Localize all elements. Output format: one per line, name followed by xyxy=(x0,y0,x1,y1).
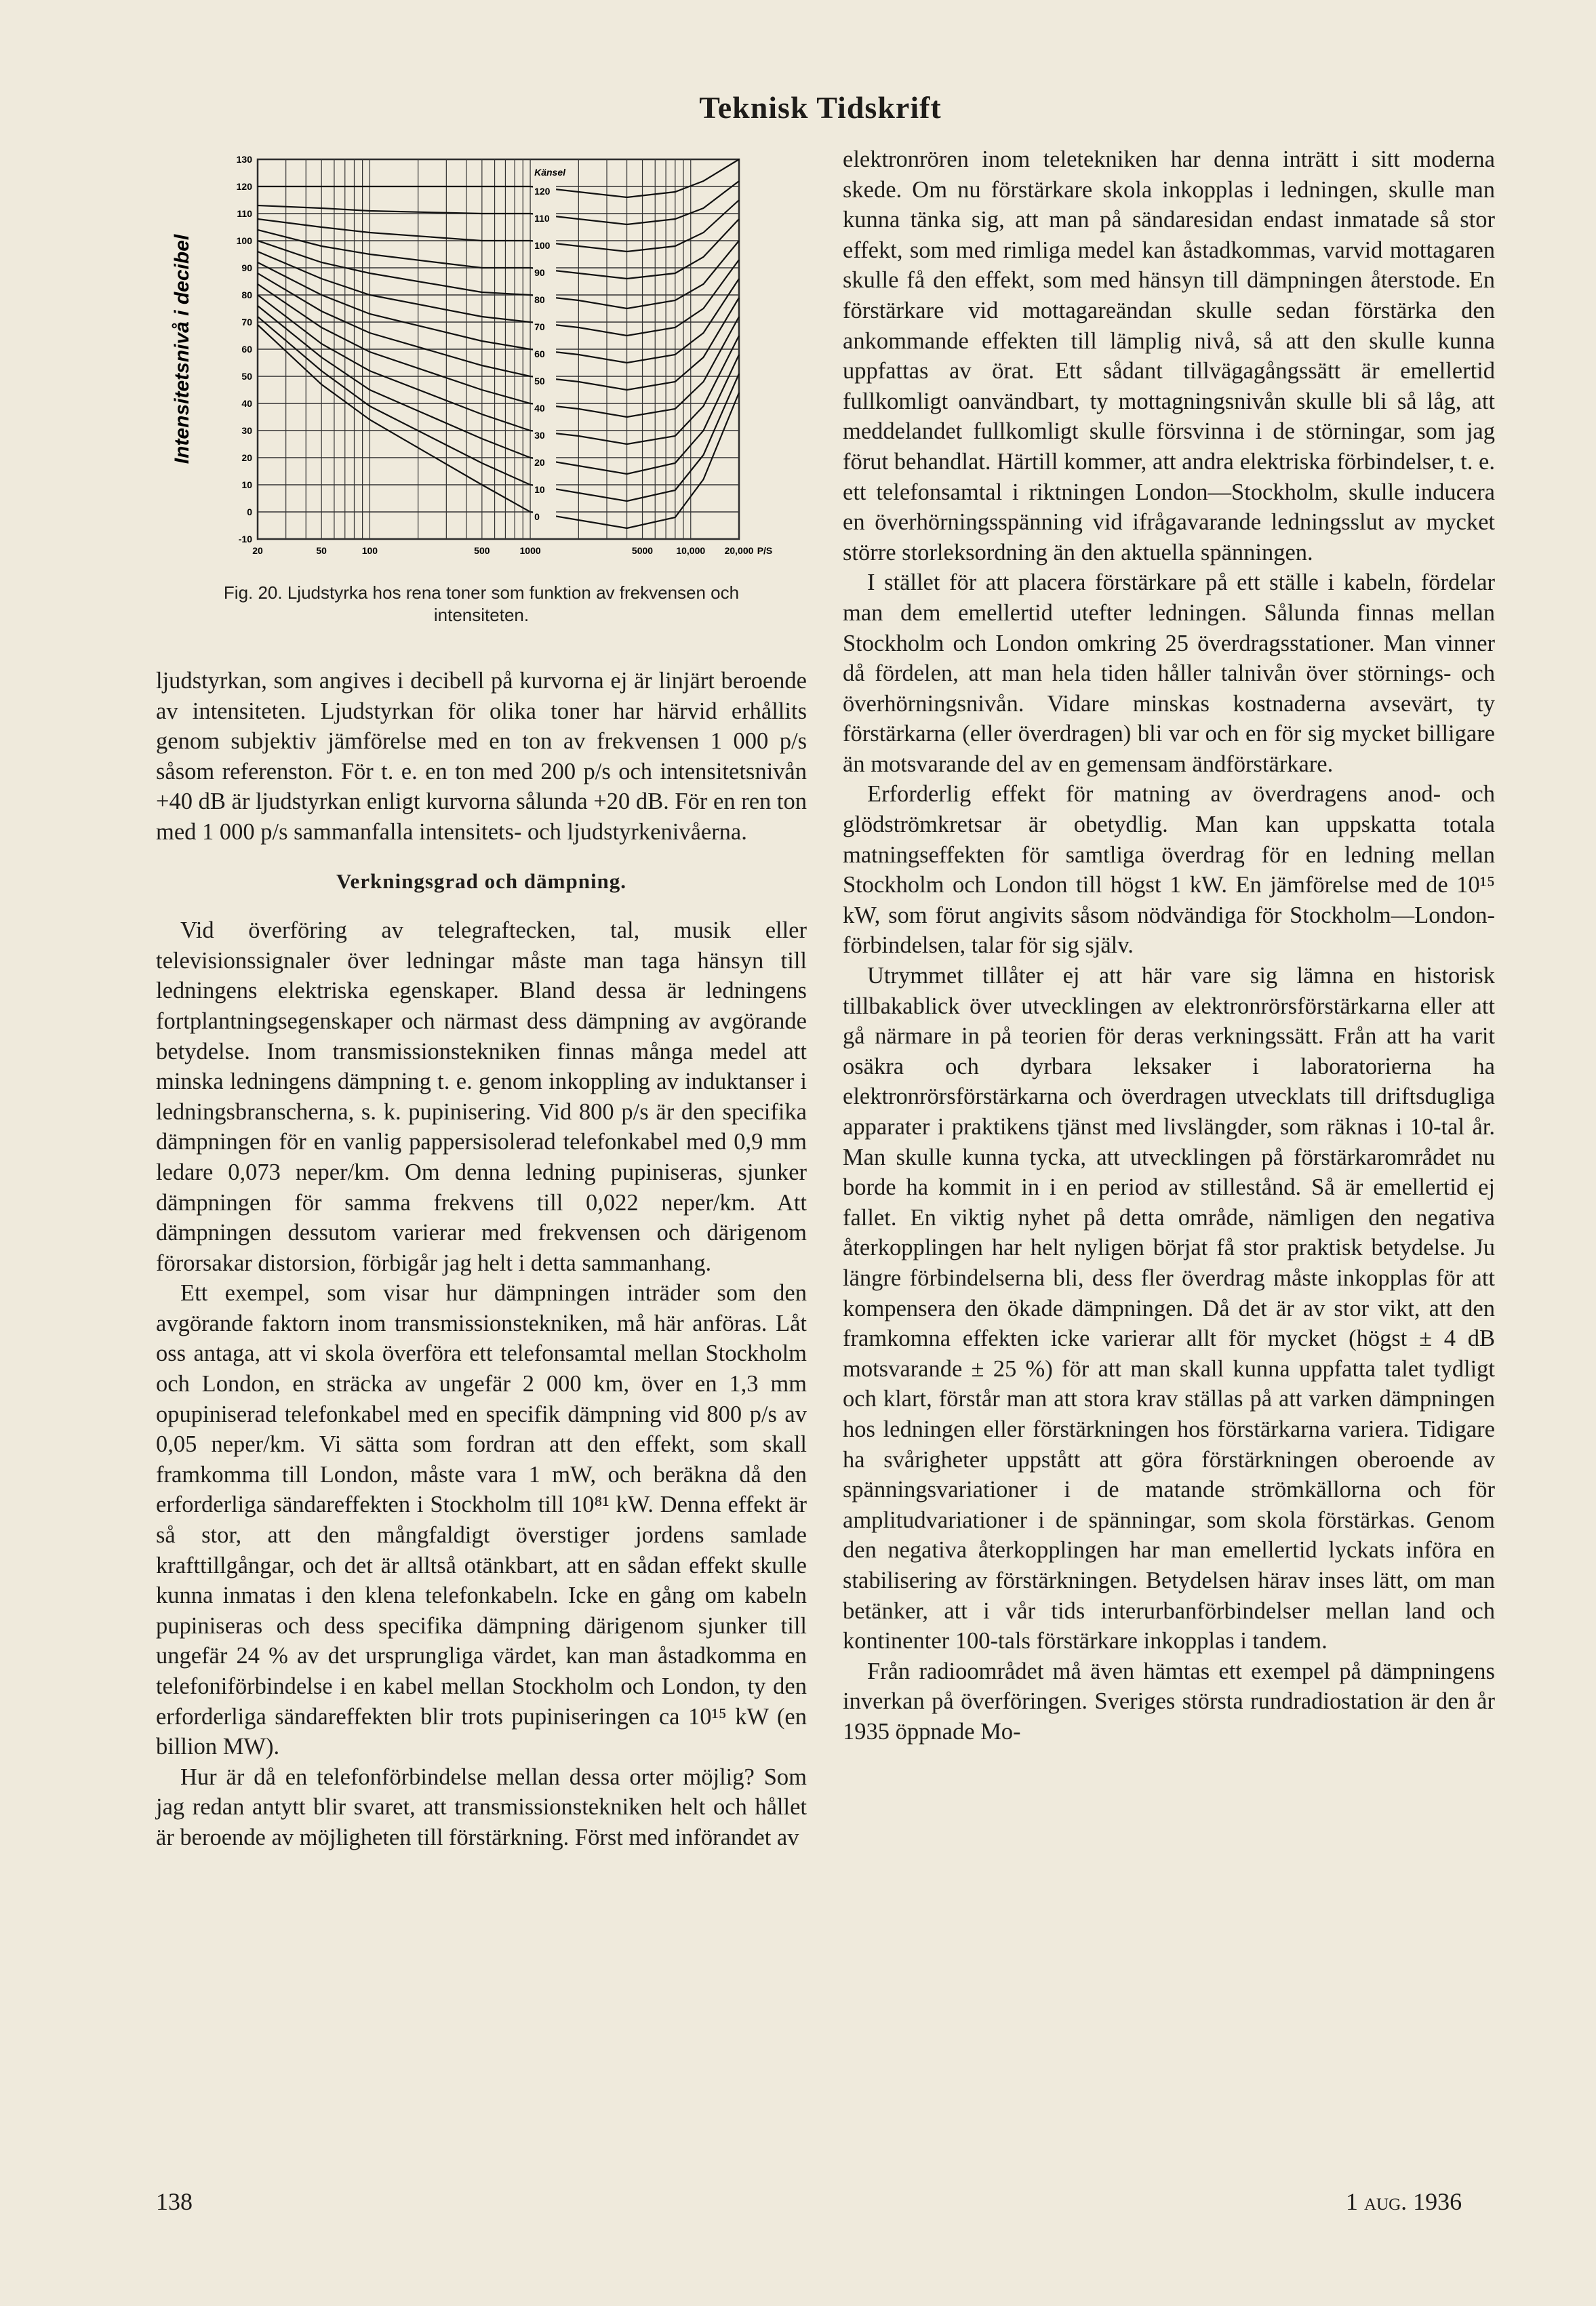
curve-label: 120 xyxy=(534,186,551,197)
loudness-curve-120 xyxy=(258,159,739,197)
loudness-chart xyxy=(156,146,807,580)
figure-caption: Fig. 20. Ljudstyrka hos rena toner som funktion av frekvensen och intensiteten. xyxy=(223,582,740,625)
y-tick-label: 100 xyxy=(236,235,252,246)
y-tick-label: 20 xyxy=(241,452,252,463)
curve-label: 50 xyxy=(534,376,545,386)
y-axis-label: Intensitetsnivå i decibel xyxy=(171,234,193,464)
left-paragraph-3: Ett exempel, som visar hur dämpningen inträder som den avgörande faktorn inom transmissionstekniken, må här anföras. Låt oss antaga, att vi skola överföra ett telefonsamtal mellan Stockholm och London, en sträcka av ungefär 2 000 km, över en 1,3 mm opupiniserad telefonkabel med en specifik dämpning vid 800 p/s av 0,05 neper/km. Vi sätta som fordran att den effekt, som skall framkomma till London, måste vara 1 mW, och beräkna då den erforderliga sändareffekten i Stockholm till 10⁸¹ kW. Denna effekt är så stor, att den mångfaldigt överstiger jordens samlade krafttillgångar, och det är alltså otänkbart, att en sådan effekt skulle kunna inmatas i den klena telefonkabeln. Icke en gång om kabeln pupiniseras och dess specifika dämpning därigenom sjunker till ungefär 24 % av det ursprungliga värdet, kan man åstadkomma en telefoniförbindelse i en kabel mellan Stockholm och London, ty den erforderliga sändareffekten blir trots pupiniseringen ca 10¹⁵ kW (en billion MW). xyxy=(156,1280,807,1760)
right-paragraph-2: I stället för att placera förstärkare på ett ställe i kabeln, fördelar man dem emellertid utefter ledningen. Sålunda finnas mellan Stockholm och London omkring 25 överdragsstationer. Man vinner då fördelen, att man hela tiden håller talnivån över störnings- och överhörningsnivån. Vidare minskas kostnaderna avsevärt, ty förstärkarna (eller överdragen) bli var och en för sig mycket billigare än motsvarande del av en gemensam ändförstärkare. xyxy=(843,570,1495,777)
x-tick-label: 20,000 xyxy=(724,545,754,556)
y-tick-label: 50 xyxy=(241,371,252,382)
left-paragraph-4: Hur är då en telefonförbindelse mellan dessa orter möjlig? Som jag redan antytt blir svaret, att transmissionstekniken helt och hållet är beroende av möjligheten till förstärkning. Först med införandet av xyxy=(156,1764,807,1850)
journal-masthead: Teknisk Tidskrift xyxy=(699,90,942,125)
x-tick-label: 5000 xyxy=(631,545,654,556)
y-tick-label: 120 xyxy=(236,181,252,192)
curve-label: 110 xyxy=(534,213,550,224)
x-tick-label: 20 xyxy=(252,545,263,556)
curve-label: 70 xyxy=(534,321,545,332)
curve-label: 30 xyxy=(534,430,545,441)
curve-label: 90 xyxy=(534,267,545,278)
issue-date: 1 aug. 1936 xyxy=(1346,2188,1462,2215)
y-tick-label: 0 xyxy=(247,506,252,517)
loudness-curve-40 xyxy=(258,284,739,417)
right-paragraph-3: Erforderlig effekt för matning av överdragens anod- och glödströmkretsar är obetydlig. Man kan uppskatta totala matningseffekten för samtliga överdrag för en ledning mellan Stockholm och London till högst 1 kW. En jämförelse med de 10¹⁵ kW, som förut angivits såsom nödvändiga för Stockholm—London-förbindelsen, talar för sig själv. xyxy=(843,781,1495,959)
y-tick-label: 70 xyxy=(241,317,252,327)
right-paragraph-1: elektronrören inom teletekniken har denna inträtt i sitt moderna skede. Om nu förstärkare skola inkopplas i ledningen, skulle man kunna tänka sig, att man på sändaresidan endast inmatade så stor effekt, som med rimliga medel kan åstadkommas, varvid mottagaren skulle få den effekt, som med hänsyn till dämpningen återstode. En förstärkare vid mottagareändan skulle sedan förstärka den ankommande effekten till lämplig nivå, så att den skulle kunna uppfattas av örat. Ett sådant tillvägagångssätt är emellertid fullkomligt oanvändbart, ty mottagningsnivån skulle bli så låg, att meddelandet fullkomligt skulle försvinna i de störningar, som jag förut behandlat. Härtill kommer, att andra elektriska förbindelser, t. e. ett telefonsamtal i riktningen London—Stockholm, skulle inducera en överhörningsspänning vid ifrågavarande ledningsslut av mycket större storleksordning än den aktuella spänningen. xyxy=(843,146,1495,565)
y-tick-label: 40 xyxy=(241,398,252,409)
y-tick-label: 10 xyxy=(241,479,252,490)
section-heading: Verkningsgrad och dämpning. xyxy=(336,869,627,893)
x-tick-label: 50 xyxy=(316,545,327,556)
x-tick-label: 100 xyxy=(361,545,378,556)
curve-label: 60 xyxy=(534,349,545,359)
right-paragraph-5: Från radioområdet må även hämtas ett exempel på dämpningens inverkan på överföringen. Sveriges största rundradiostation är den år 1935 öppnade Mo- xyxy=(843,1658,1495,1745)
left-paragraph-2: Vid överföring av telegraftecken, tal, musik eller televisionssignaler över ledningar måste man taga hänsyn till ledningens elektriska egenskaper. Bland dessa är ledningens fortplantningsegenskaper och närmast dess dämpning av avgörande betydelse. Inom transmissionstekniken finnas många medel att minska ledningens dämpning t. e. genom inkoppling av induktanser i ledningsbranscherna, s. k. pupinisering. Vid 800 p/s är den specifika dämpningen för en vanlig pappersisolerad telefonkabel med 0,9 mm ledare 0,073 neper/km. Om denna ledning pupiniseras, sjunker dämpningen för samma frekvens till 0,022 neper/km. Att dämpningen dessutom varierar med frekvensen och därigenom förorsakar distorsion, förbigår jag helt i detta sammanhang. xyxy=(156,917,807,1276)
y-tick-label: 130 xyxy=(236,154,252,165)
figure-20 xyxy=(156,146,807,634)
curve-label: Känsel xyxy=(534,167,566,178)
x-tick-label: 1000 xyxy=(519,545,541,556)
page-number: 138 xyxy=(156,2188,193,2215)
y-tick-label: 110 xyxy=(237,208,252,219)
left-column xyxy=(156,666,807,1853)
y-tick-label: 90 xyxy=(241,262,252,273)
curve-label: 100 xyxy=(534,240,551,251)
x-axis-unit: P/S xyxy=(757,545,773,556)
y-tick-label: -10 xyxy=(238,534,252,544)
curve-label: 80 xyxy=(534,294,545,305)
curve-label: 10 xyxy=(534,484,545,495)
right-paragraph-4: Utrymmet tillåter ej att här vare sig lämna en historisk tillbakablick över utvecklingen av elektronrörsförstärkarna eller att gå närmare in på teorien för deras verkningssätt. Från att ha varit osäkra och dyrbara leksaker i laboratorierna ha elektronrörsförstärkarna och överdragen utvecklats till driftsdugliga apparater i praktikens tjänst med livslängder, som räknas i 10-tal år. Man skulle kunna tycka, att utvecklingen på förstärkarområdet nu borde ha kommit in i en period av stillestånd. Så är emellertid ej fallet. En viktig nyhet på detta område, nämligen den negativa återkopplingen har helt nyligen börjat få stor praktisk betydelse. Ju längre förbindelserna bli, dess fler överdrag måste inkopplas för att kompensera den ökade dämpningen. Då det är av stor vikt, att den framkomna effekten icke varierar allt för mycket (högst ± 4 dB motsvarande ± 25 %) för att man skall kunna uppfatta talet tydligt och klart, förstår man att stora krav ställas på att varken dämpningen hos ledningen eller förstärkningen hos förstärkarna variera. Tidigare ha svårigheter uppstått att göra förstärkningen oberoende av spänningsvariationer i de matande strömkällorna och för amplitudvariationer i de spänningar, som skola förstärkas. Genom den negativa återkopplingen har man emellertid lyckats införa en stabilisering av förstärkningen. Betydelsen härav inses lätt, om man betänker, att i vår tids interurbanförbindelser mellan land och kontinenter 100-tals förstärkare inkopplas i tandem. xyxy=(843,963,1495,1654)
y-tick-label: 30 xyxy=(241,425,252,436)
left-paragraph-1: ljudstyrkan, som angives i decibell på kurvorna ej är linjärt beroende av intensiteten. Ljudstyrkan för olika toner har härvid erhållits genom subjektiv jämförelse med en ton av frekvensen 1 000 p/s såsom referenston. För t. e. en ton med 200 p/s och intensitetsnivån +40 dB är ljudstyrkan enligt kurvorna sålunda +20 dB. För en ren ton med 1 000 p/s sammanfalla intensitets- och ljudstyrkenivåerna. xyxy=(156,668,807,845)
loudness-curve-100 xyxy=(258,200,739,252)
right-column xyxy=(843,144,1495,1747)
y-tick-label: 60 xyxy=(241,344,252,355)
x-tick-label: 10,000 xyxy=(676,545,706,556)
curve-label: 40 xyxy=(534,403,545,414)
curve-label: 20 xyxy=(534,457,545,468)
curve-label: 0 xyxy=(534,511,540,522)
x-tick-label: 500 xyxy=(474,545,490,556)
loudness-curve-110 xyxy=(258,181,739,224)
y-tick-label: 80 xyxy=(241,290,252,300)
